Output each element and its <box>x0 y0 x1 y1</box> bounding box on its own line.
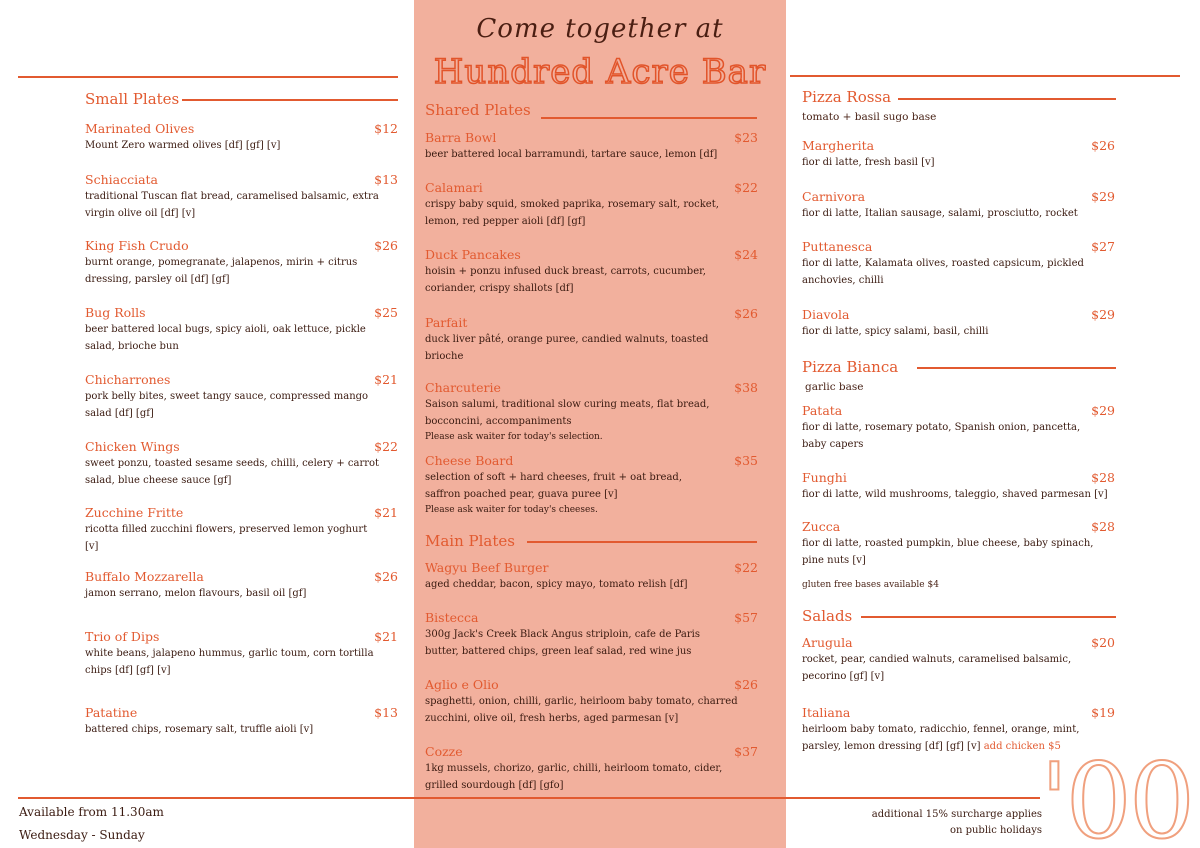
item-price: $20 <box>1091 635 1115 650</box>
item-description-text: heirloom baby tomato, radicchio, fennel, orange, mint, parsley, lemon dressing [df] [gf] [v] <box>802 724 1080 752</box>
shared-plates-rule <box>541 117 757 119</box>
menu-item <box>85 121 398 161</box>
pizza-bianca-heading: Pizza Bianca <box>802 358 899 376</box>
item-name: Chicken Wings <box>85 439 180 454</box>
item-price: $21 <box>374 505 398 520</box>
item-description: traditional Tuscan flat bread, caramelised balsamic, extra virgin olive oil [df] [v] <box>85 191 379 219</box>
item-name: Calamari <box>425 180 483 195</box>
menu-item <box>802 189 1115 229</box>
item-description: Mount Zero warmed olives [df] [gf] [v] <box>85 140 281 151</box>
bottom-rule <box>18 797 1040 799</box>
gluten-free-note: gluten free bases available $4 <box>802 580 939 590</box>
salads-heading: Salads <box>802 607 853 625</box>
item-description: sweet ponzu, toasted sesame seeds, chilli, celery + carrot salad, blue cheese sauce [gf] <box>85 458 380 486</box>
menu-item <box>802 519 1115 571</box>
item-description: aged cheddar, bacon, spicy mayo, tomato relish [df] <box>425 579 688 590</box>
item-name: Patatine <box>85 705 138 720</box>
item-name: Cozze <box>425 744 463 759</box>
item-price: $27 <box>1091 239 1115 254</box>
shared-plates-heading: Shared Plates <box>425 101 531 119</box>
item-description <box>425 397 725 444</box>
item-note: Please ask waiter for today's selection. <box>425 432 603 442</box>
main-plates-rule <box>527 541 757 543</box>
item-name: Barra Bowl <box>425 130 497 145</box>
item-name: Marinated Olives <box>85 121 195 136</box>
pizza-bianca-rule <box>917 367 1116 369</box>
item-price: $13 <box>374 705 398 720</box>
main-plates-heading: Main Plates <box>425 532 515 550</box>
item-price: $26 <box>1091 138 1115 153</box>
surcharge-line-1: additional 15% surcharge applies <box>871 809 1042 820</box>
availability-hours: Available from 11.30am <box>19 805 164 819</box>
menu-item <box>85 238 398 290</box>
item-name: Bug Rolls <box>85 305 146 320</box>
item-price: $26 <box>734 306 758 321</box>
item-name: Italiana <box>802 705 851 720</box>
item-price: $37 <box>734 744 758 759</box>
item-description-text: selection of soft + hard cheeses, fruit + oat bread, saffron poached pear, guava puree [v] <box>425 472 683 500</box>
item-price: $38 <box>734 380 758 395</box>
menu-item <box>425 380 758 446</box>
item-price: $22 <box>374 439 398 454</box>
item-name: Duck Pancakes <box>425 247 521 262</box>
item-price: $13 <box>374 172 398 187</box>
menu-item <box>425 180 758 232</box>
item-name: Schiacciata <box>85 172 158 187</box>
small-plates-rule <box>182 99 398 101</box>
menu-item <box>85 439 398 491</box>
item-name: Arugula <box>802 635 853 650</box>
item-price: $35 <box>734 453 758 468</box>
top-rule-right <box>790 75 1180 77</box>
item-price: $24 <box>734 247 758 262</box>
item-price: $29 <box>1091 307 1115 322</box>
item-price: $22 <box>734 560 758 575</box>
top-rule-left <box>18 76 398 78</box>
menu-item <box>425 247 758 299</box>
item-name: King Fish Crudo <box>85 238 189 253</box>
item-price: $29 <box>1091 403 1115 418</box>
menu-item <box>85 372 398 424</box>
item-name: Funghi <box>802 470 847 485</box>
item-description: rocket, pear, candied walnuts, caramelised balsamic, pecorino [gf] [v] <box>802 654 1072 682</box>
item-description: pork belly bites, sweet tangy sauce, compressed mango salad [df] [gf] <box>85 391 369 419</box>
item-name: Charcuterie <box>425 380 501 395</box>
item-price: $12 <box>374 121 398 136</box>
item-description: fior di latte, fresh basil [v] <box>802 157 935 168</box>
item-price: $29 <box>1091 189 1115 204</box>
item-price: $25 <box>374 305 398 320</box>
item-description: fior di latte, rosemary potato, Spanish onion, pancetta, baby capers <box>802 422 1081 450</box>
menu-item <box>802 470 1115 510</box>
item-price: $26 <box>374 238 398 253</box>
item-price: $19 <box>1091 705 1115 720</box>
item-description: 1kg mussels, chorizo, garlic, chilli, heirloom tomato, cider, grilled sourdough [df] [gfo] <box>425 763 723 791</box>
small-plates-heading: Small Plates <box>85 90 180 108</box>
pizza-bianca-base: garlic base <box>805 381 864 393</box>
menu-item <box>85 629 398 681</box>
venue-logo: Hundred Acre Bar <box>433 52 767 92</box>
item-description <box>425 470 720 517</box>
item-description: fior di latte, roasted pumpkin, blue cheese, baby spinach, pine nuts [v] <box>802 538 1094 566</box>
pizza-rossa-heading: Pizza Rossa <box>802 88 892 106</box>
item-price: $26 <box>374 569 398 584</box>
item-price: $57 <box>734 610 758 625</box>
item-description: spaghetti, onion, chilli, garlic, heirloom baby tomato, charred zucchini, olive oil, fresh herbs, aged parmesan [v] <box>425 696 738 724</box>
item-name: Bistecca <box>425 610 479 625</box>
item-description: fior di latte, spicy salami, basil, chilli <box>802 326 989 337</box>
item-name: Carnivora <box>802 189 866 204</box>
menu-item <box>802 403 1115 455</box>
menu-item <box>85 172 398 224</box>
item-name: Aglio e Olio <box>425 677 499 692</box>
menu-item <box>425 453 758 519</box>
pizza-rossa-base: tomato + basil sugo base <box>802 111 937 123</box>
item-description: jamon serrano, melon flavours, basil oil [gf] <box>85 588 307 599</box>
availability-note <box>19 801 164 847</box>
item-description: fior di latte, Italian sausage, salami, prosciutto, rocket <box>802 208 1078 219</box>
menu-item <box>425 130 758 170</box>
item-name: Cheese Board <box>425 453 514 468</box>
menu-item <box>425 677 758 729</box>
item-description: hoisin + ponzu infused duck breast, carrots, cucumber, coriander, crispy shallots [df] <box>425 266 706 294</box>
item-name: Parfait <box>425 315 468 330</box>
year-mark-logo: '00 <box>1040 740 1192 848</box>
menu-item <box>802 239 1115 291</box>
item-description: battered chips, rosemary salt, truffle aioli [v] <box>85 724 314 735</box>
item-name: Trio of Dips <box>85 629 160 644</box>
item-description: beer battered local barramundi, tartare sauce, lemon [df] <box>425 149 718 160</box>
item-name: Wagyu Beef Burger <box>425 560 549 575</box>
item-price: $28 <box>1091 519 1115 534</box>
item-description: burnt orange, pomegranate, jalapenos, mirin + citrus dressing, parsley oil [df] [gf] <box>85 257 358 285</box>
item-price: $26 <box>734 677 758 692</box>
item-description: fior di latte, Kalamata olives, roasted capsicum, pickled anchovies, chilli <box>802 258 1084 286</box>
tagline: Come together at <box>476 14 724 44</box>
item-description: white beans, jalapeno hummus, garlic toum, corn tortilla chips [df] [gf] [v] <box>85 648 374 676</box>
menu-item <box>802 635 1115 687</box>
item-name: Buffalo Mozzarella <box>85 569 204 584</box>
item-name: Margherita <box>802 138 875 153</box>
item-description: duck liver pâté, orange puree, candied walnuts, toasted brioche <box>425 334 709 362</box>
item-note: Please ask waiter for today's cheeses. <box>425 505 598 515</box>
menu-item <box>425 560 758 600</box>
item-description: beer battered local bugs, spicy aioli, oak lettuce, pickle salad, brioche bun <box>85 324 366 352</box>
item-name: Diavola <box>802 307 850 322</box>
menu-item <box>425 744 758 796</box>
menu-item <box>425 306 758 366</box>
item-description: crispy baby squid, smoked paprika, rosemary salt, rocket, lemon, red pepper aioli [df] [gf] <box>425 199 719 227</box>
item-name: Zucchine Fritte <box>85 505 184 520</box>
item-name: Patata <box>802 403 843 418</box>
menu-item <box>85 705 398 745</box>
surcharge-line-2: on public holidays <box>949 825 1042 836</box>
salads-rule <box>861 616 1116 618</box>
menu-item <box>425 610 758 662</box>
item-name: Puttanesca <box>802 239 873 254</box>
availability-days: Wednesday - Sunday <box>19 828 145 842</box>
item-price: $28 <box>1091 470 1115 485</box>
item-price: $21 <box>374 372 398 387</box>
item-description: fior di latte, wild mushrooms, taleggio, shaved parmesan [v] <box>802 489 1108 500</box>
menu-item <box>802 307 1115 347</box>
item-name: Chicharrones <box>85 372 171 387</box>
item-price: $22 <box>734 180 758 195</box>
add-on-price: add chicken $5 <box>983 740 1061 752</box>
surcharge-note <box>872 807 1042 839</box>
menu-item <box>85 305 398 357</box>
item-price: $21 <box>374 629 398 644</box>
menu-item <box>802 138 1115 178</box>
pizza-rossa-rule <box>898 98 1116 100</box>
item-description-text: Saison salumi, traditional slow curing meats, flat bread, bocconcini, accompaniments <box>425 399 710 427</box>
menu-item <box>85 569 398 609</box>
item-price: $23 <box>734 130 758 145</box>
item-name: Zucca <box>802 519 841 534</box>
menu-item <box>85 505 398 557</box>
item-description: 300g Jack's Creek Black Angus striploin, cafe de Paris butter, battered chips, green leaf salad, red wine jus <box>425 629 700 657</box>
item-description: ricotta filled zucchini flowers, preserved lemon yoghurt [v] <box>85 524 368 552</box>
